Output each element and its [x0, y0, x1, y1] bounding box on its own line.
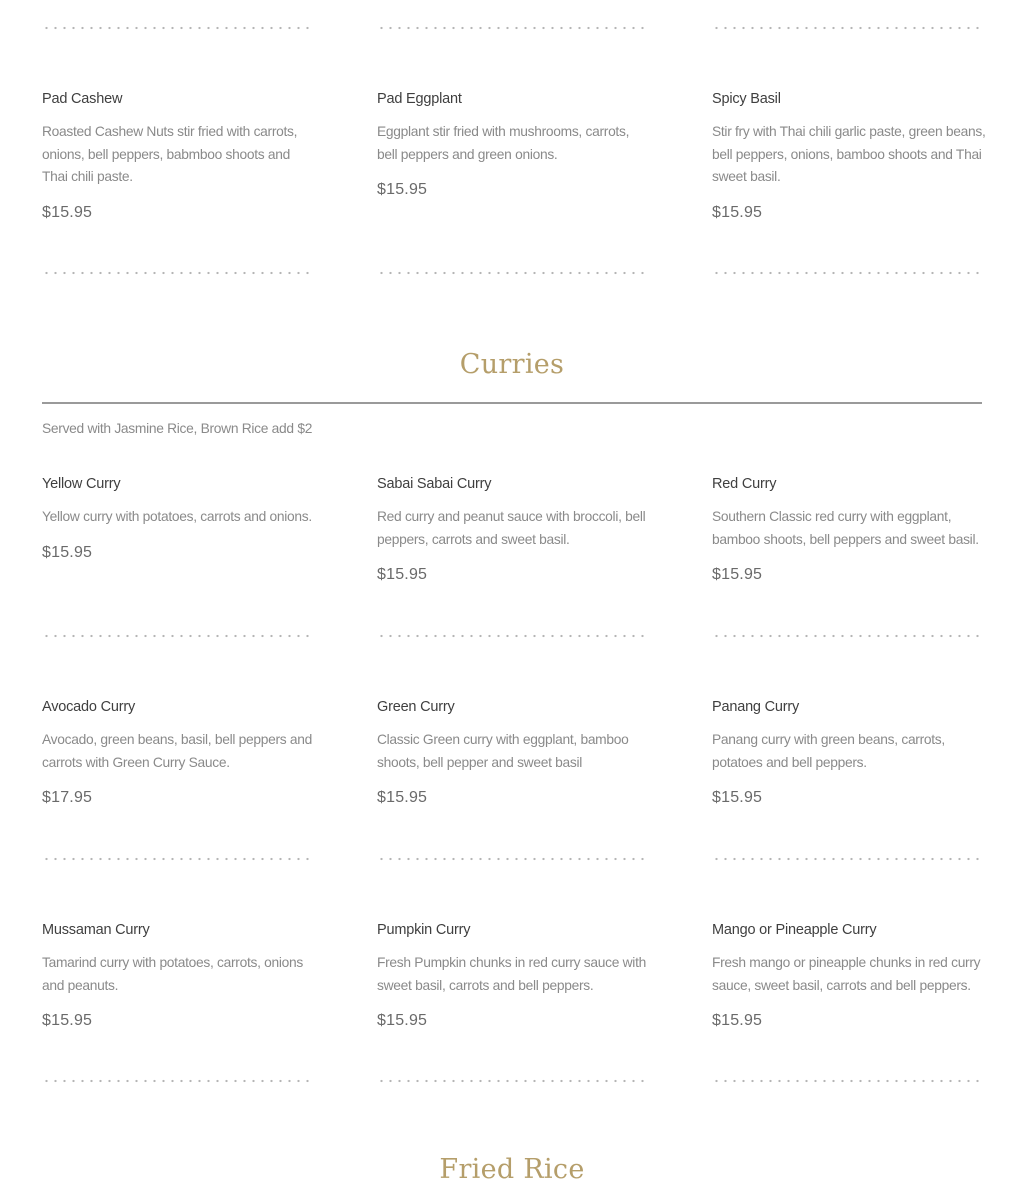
menu-item-description: Roasted Cashew Nuts stir fried with carrots, onions, bell peppers, babmboo shoots and Thai chili paste.: [42, 124, 298, 185]
menu-item: [377, 920, 649, 1031]
menu-item-description: Tamarind curry with potatoes, carrots, onions and peanuts.: [42, 955, 304, 993]
menu-item-name: Mussaman Curry: [42, 922, 150, 938]
section-title-fried-rice: Fried Rice: [439, 1154, 585, 1185]
menu-item-price: $15.95: [712, 203, 763, 221]
menu-item-name: Pumpkin Curry: [377, 922, 471, 938]
item-separator: [377, 634, 647, 638]
menu-item-name: Avocado Curry: [42, 699, 136, 715]
menu-item-description: Eggplant stir fried with mushrooms, carrots, bell peppers and green onions.: [377, 124, 630, 162]
menu-item-description: Fresh Pumpkin chunks in red curry sauce with sweet basil, carrots and bell peppers.: [377, 955, 646, 993]
menu-item-name: Spicy Basil: [712, 91, 781, 107]
item-separator: [42, 857, 312, 861]
menu-item-description: Classic Green curry with eggplant, bamboo shoots, bell pepper and sweet basil: [377, 732, 629, 770]
menu-item-description: Panang curry with green beans, carrots, potatoes and bell peppers.: [712, 732, 945, 770]
menu-item: [377, 89, 649, 200]
menu-item-price: $15.95: [377, 1012, 428, 1030]
menu-item-price: $17.95: [42, 789, 93, 807]
section-note: Served with Jasmine Rice, Brown Rice add $2: [42, 421, 313, 436]
menu-item-name: Mango or Pineapple Curry: [712, 922, 877, 938]
item-separator: [712, 857, 982, 861]
menu-item-description: Stir fry with Thai chili garlic paste, green beans, bell peppers, onions, bamboo shoots and Thai sweet basil.: [712, 124, 986, 185]
menu-item-price: $15.95: [712, 789, 763, 807]
menu-item: [377, 697, 649, 808]
menu-item-price: $15.95: [712, 1012, 763, 1030]
menu-item-price: $15.95: [42, 203, 93, 221]
menu-item-price: $15.95: [712, 566, 763, 584]
menu-item: [377, 474, 649, 585]
item-separator: [42, 1079, 312, 1083]
menu-item: [712, 474, 986, 585]
menu-item: [42, 474, 314, 563]
menu-item-name: Yellow Curry: [42, 476, 121, 492]
item-separator: [377, 1079, 647, 1083]
menu-item-description: Avocado, green beans, basil, bell peppers and carrots with Green Curry Sauce.: [42, 732, 313, 770]
item-separator: [377, 857, 647, 861]
menu-item-price: $15.95: [377, 789, 428, 807]
item-separator: [377, 26, 647, 30]
menu-item: [712, 920, 986, 1031]
menu-item: [712, 697, 986, 808]
item-separator: [42, 271, 312, 275]
item-separator: [42, 26, 312, 30]
item-separator: [712, 26, 982, 30]
menu-item-price: $15.95: [42, 1012, 93, 1030]
menu-item-description: Red curry and peanut sauce with broccoli, bell peppers, carrots and sweet basil.: [377, 509, 646, 547]
menu-item-name: Green Curry: [377, 699, 455, 715]
item-separator: [712, 1079, 982, 1083]
menu-item-price: $15.95: [42, 543, 93, 561]
menu-item-price: $15.95: [377, 181, 428, 199]
item-separator: [712, 271, 982, 275]
menu-item-name: Red Curry: [712, 476, 777, 492]
item-separator: [377, 271, 647, 275]
menu-item-description: Yellow curry with potatoes, carrots and onions.: [42, 509, 312, 524]
menu-item: [712, 89, 986, 223]
menu-item-price: $15.95: [377, 566, 428, 584]
item-separator: [712, 634, 982, 638]
menu-item: [42, 89, 314, 223]
menu-item: [42, 920, 314, 1031]
menu-item: [42, 697, 314, 808]
menu-item-name: Panang Curry: [712, 699, 800, 715]
menu-item-description: Fresh mango or pineapple chunks in red curry sauce, sweet basil, carrots and bell peppers.: [712, 955, 981, 993]
section-title-curries: Curries: [459, 349, 565, 380]
menu-item-name: Pad Eggplant: [377, 91, 462, 107]
section-divider: [42, 402, 982, 404]
item-separator: [42, 634, 312, 638]
menu-item-name: Sabai Sabai Curry: [377, 476, 492, 492]
menu-item-name: Pad Cashew: [42, 91, 123, 107]
menu-item-description: Southern Classic red curry with eggplant, bamboo shoots, bell peppers and sweet basil.: [712, 509, 979, 547]
